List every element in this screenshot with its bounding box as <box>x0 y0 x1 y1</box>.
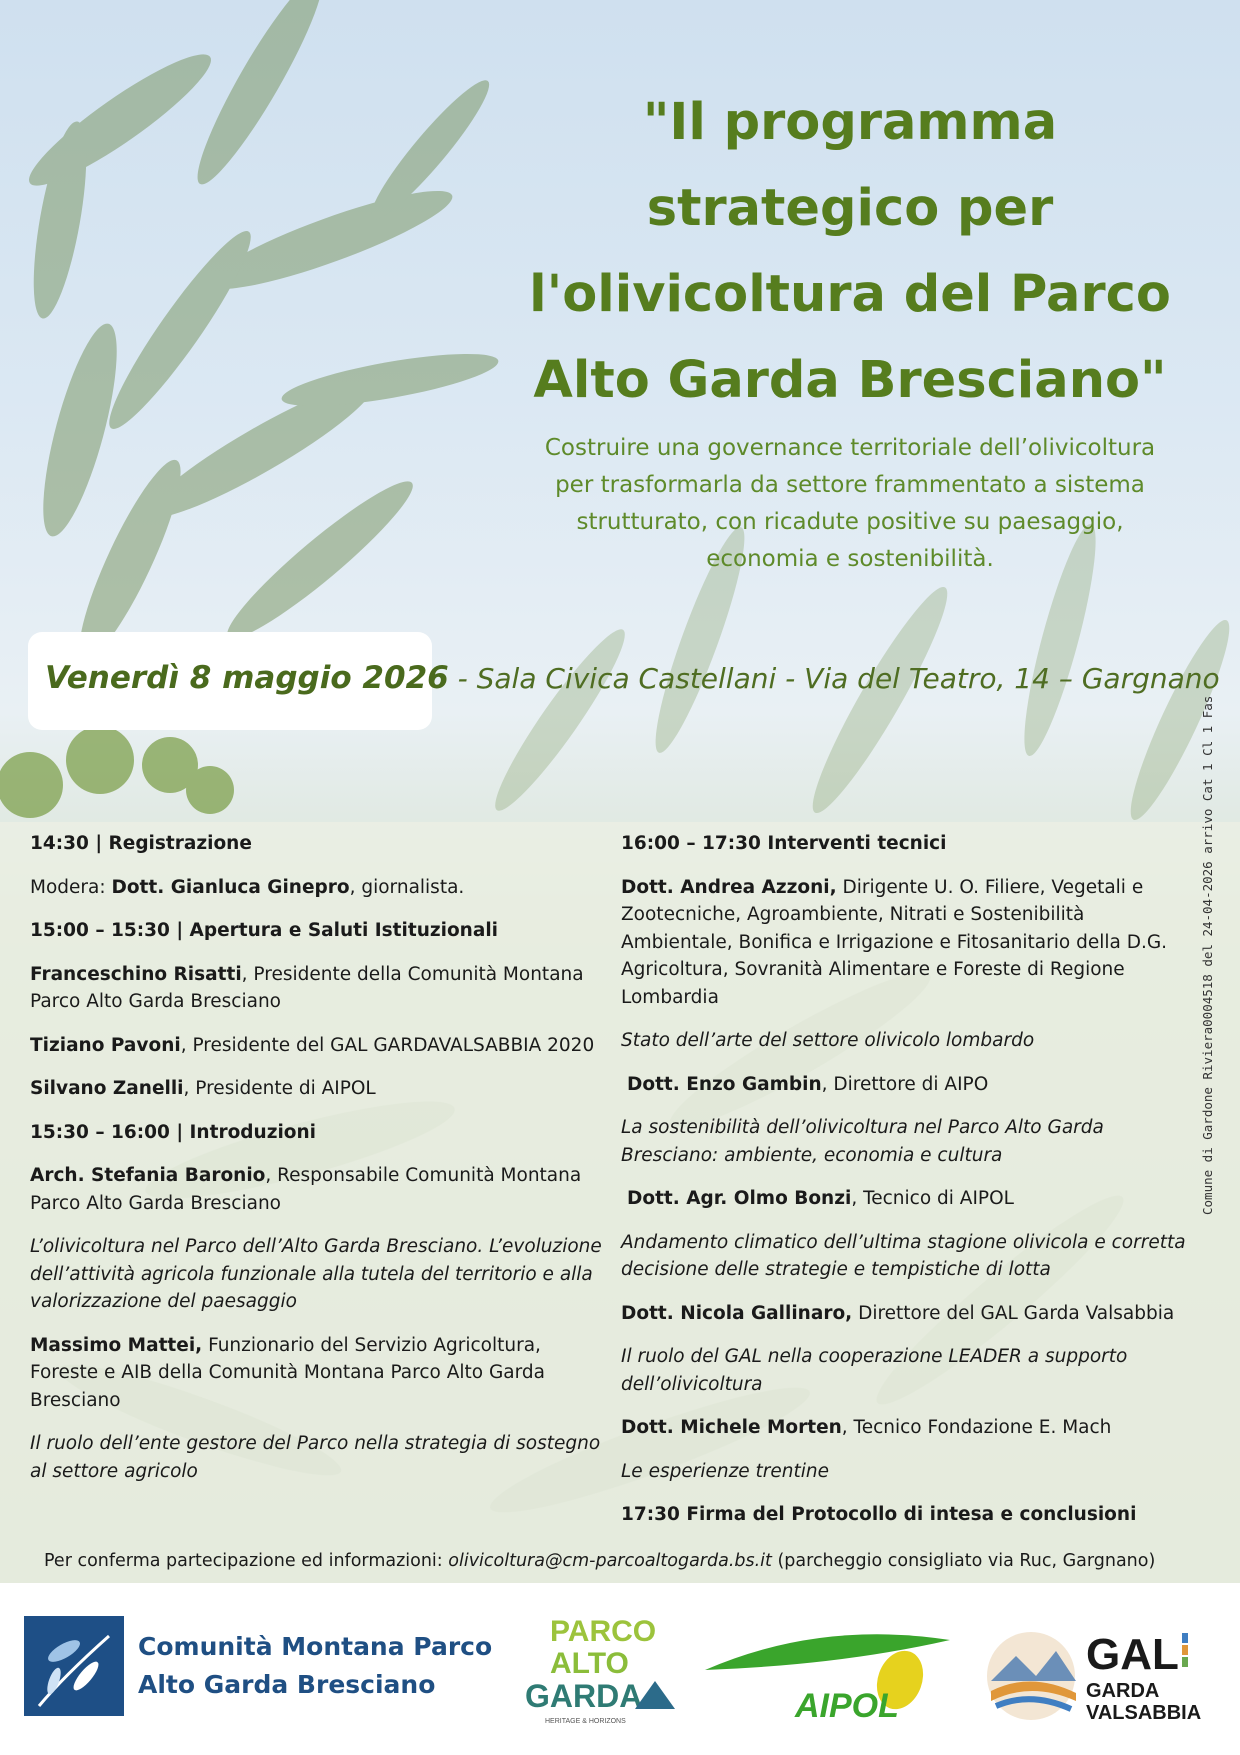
event-date-place <box>45 660 1235 696</box>
contact-prefix: Per conferma partecipazione ed informazioni: <box>44 1551 449 1571</box>
cm-line-2: Alto Garda Bresciano <box>138 1670 436 1699</box>
parco-word: PARCO <box>550 1615 657 1648</box>
moderator-role: , giornalista. <box>349 876 465 898</box>
garda-word: GARDA <box>1086 1680 1160 1702</box>
speaker-name: Franceschino Risatti <box>30 963 242 985</box>
registration-slot: 14:30 | Registrazione <box>30 833 252 854</box>
event-date: Venerdì 8 maggio 2026 <box>45 660 449 696</box>
speaker-role: Direttore del GAL Garda Valsabbia <box>852 1302 1175 1324</box>
speaker-pavoni <box>30 1032 610 1060</box>
protocol-stamp: Comune di Gardone Riviera0004518 del 24-04-2026 arrivo Cat 1 Cl 1 Fas <box>1200 695 1215 1215</box>
parco-alto-garda-logo <box>515 1611 695 1731</box>
talk-topic: Andamento climatico dell’ultima stagione olivicola e corretta decisione delle strategie e tempistiche di lotta <box>621 1231 1186 1280</box>
gal-word: GAL <box>1086 1630 1179 1679</box>
technical-slot: 16:00 – 17:30 Interventi tecnici <box>621 833 947 854</box>
speaker-name: Dott. Agr. Olmo Bonzi <box>627 1188 852 1209</box>
speaker-role: , Tecnico Fondazione E. Mach <box>841 1417 1112 1438</box>
speaker-bonzi <box>621 1185 1201 1213</box>
talk-topic: Le esperienze trentine <box>621 1460 830 1482</box>
speaker-name: Silvano Zanelli <box>30 1078 184 1099</box>
speaker-name: Dott. Andrea Azzoni, <box>621 876 837 898</box>
speaker-gambin <box>621 1071 1201 1099</box>
talk-topic: L’olivicoltura nel Parco dell’Alto Garda Bresciano. L’evoluzione dell’attività agricola funzionale alla tutela del territorio e alla valorizzazione del paesaggio <box>30 1236 602 1312</box>
talk-topic: La sostenibilità dell’olivicoltura nel Parco Alto Garda Bresciano: ambiente, economia e cultura <box>621 1117 1104 1166</box>
speaker-role: Funzionario del Servizio Agricoltura, Foreste e AIB della Comunità Montana Parco Alto Garda Bresciano <box>30 1334 545 1411</box>
speaker-name: Dott. Enzo Gambin <box>627 1073 822 1095</box>
talk-topic: Il ruolo del GAL nella cooperazione LEADER a supporto dell’olivicoltura <box>621 1346 1128 1395</box>
opening-slot: 15:00 – 15:30 | Apertura e Saluti Istituzionali <box>30 920 499 941</box>
speaker-role: , Presidente del GAL GARDAVALSABBIA 2020 <box>180 1034 595 1056</box>
speaker-gallinaro <box>621 1300 1201 1328</box>
olive-branch-icon <box>24 1616 124 1716</box>
speaker-role: , Direttore di AIPO <box>821 1073 989 1095</box>
speaker-baronio <box>30 1162 610 1217</box>
comunita-montana-logo <box>24 1616 124 1716</box>
speaker-name: Tiziano Pavoni <box>30 1034 181 1056</box>
parco-tagline: HERITAGE & HORIZONS <box>545 1718 626 1725</box>
contact-email-link[interactable]: olivicoltura@cm-parcoaltogarda.bs.it <box>448 1551 772 1571</box>
parking-note: (parcheggio consigliato via Ruc, Gargnano) <box>771 1551 1156 1571</box>
speaker-azzoni <box>621 874 1201 1012</box>
page-title <box>470 80 1230 424</box>
gal-garda-valsabbia-logo <box>986 1621 1216 1731</box>
title-line-2: strategico per <box>646 179 1054 238</box>
cm-line-1: Comunità Montana Parco <box>138 1632 493 1661</box>
aipol-word: AIPOL <box>795 1687 899 1725</box>
comunita-montana-name <box>138 1628 492 1704</box>
speaker-name: Massimo Mattei, <box>30 1334 203 1356</box>
title-line-4: Alto Garda Bresciano" <box>533 351 1167 410</box>
moderator <box>30 874 610 902</box>
speaker-role: , Tecnico di AIPOL <box>851 1188 1014 1209</box>
speaker-zanelli <box>30 1075 610 1103</box>
valsabbia-word: VALSABBIA <box>1086 1702 1202 1724</box>
contact-note <box>44 1551 1234 1571</box>
speaker-role: Dirigente U. O. Filiere, Vegetali e Zootecniche, Agroambiente, Nitrati e Sostenibilità Ambientale, Bonifica e Irrigazione e Fitosanitario della D.G. Agricoltura, Sovranità Alimentare e Foreste di Regione Lombardia <box>621 876 1168 1008</box>
subtitle-line-3: strutturato, con ricadute positive su paesaggio, <box>576 509 1124 535</box>
speaker-role: , Responsabile Comunità Montana Parco Alto Garda Bresciano <box>30 1165 582 1214</box>
talk-topic: Stato dell’arte del settore olivicolo lombardo <box>621 1030 1035 1051</box>
speaker-role: , Presidente della Comunità Montana Parco Alto Garda Bresciano <box>30 963 584 1012</box>
talk-topic: Il ruolo dell’ente gestore del Parco nella strategia di sostegno al settore agricolo <box>30 1433 601 1482</box>
speaker-name: Dott. Michele Morten <box>621 1417 842 1438</box>
moderator-prefix: Modera: <box>30 876 112 898</box>
speaker-mattei <box>30 1332 610 1415</box>
intro-slot: 15:30 – 16:00 | Introduzioni <box>30 1121 317 1143</box>
subtitle <box>490 430 1210 578</box>
speaker-name: Dott. Nicola Gallinaro, <box>621 1302 853 1324</box>
moderator-name: Dott. Gianluca Ginepro <box>111 876 350 898</box>
subtitle-line-4: economia e sostenibilità. <box>706 546 994 572</box>
program-right-column <box>621 830 1201 1545</box>
program-left-column <box>30 830 610 1501</box>
event-place: - Sala Civica Castellani - Via del Teatro, 14 – Gargnano <box>448 662 1220 695</box>
title-line-3: l'olivicoltura del Parco <box>529 265 1171 324</box>
subtitle-line-2: per trasformarla da settore frammentato a sistema <box>555 472 1145 498</box>
speaker-morten <box>621 1414 1201 1442</box>
speaker-name: Arch. Stefania Baronio <box>30 1165 266 1186</box>
title-line-1: "Il programma <box>642 93 1058 152</box>
subtitle-line-1: Costruire una governance territoriale dell’olivicoltura <box>544 435 1156 461</box>
logos-bar <box>0 1583 1240 1755</box>
aipol-logo <box>700 1625 960 1725</box>
garda-word: GARDA <box>525 1678 643 1714</box>
alto-word: ALTO <box>550 1647 629 1680</box>
closing-slot: 17:30 Firma del Protocollo di intesa e conclusioni <box>621 1504 1137 1525</box>
speaker-role: , Presidente di AIPOL <box>183 1078 376 1099</box>
speaker-risatti <box>30 961 610 1016</box>
